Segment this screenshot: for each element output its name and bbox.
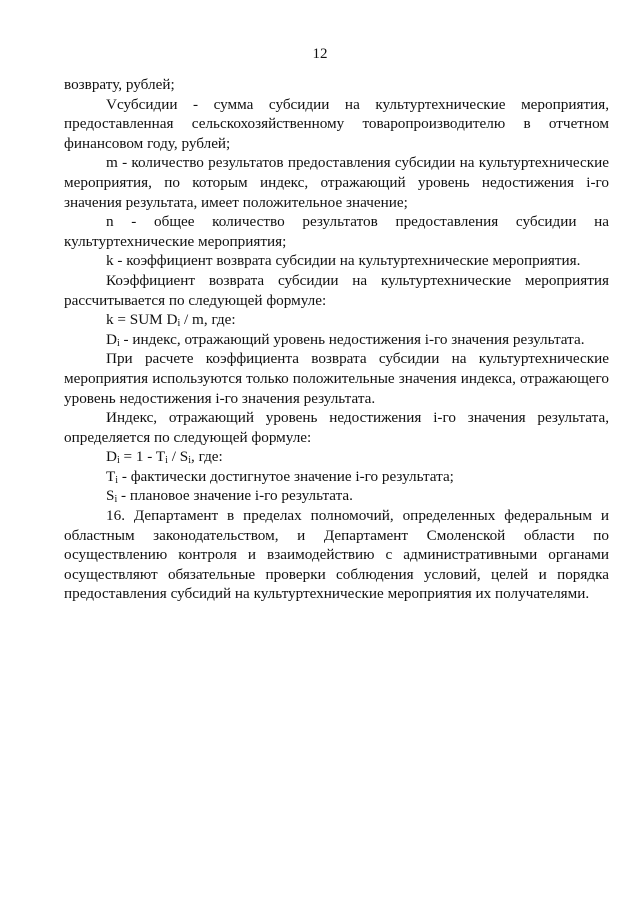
formula-text: / S xyxy=(167,448,189,466)
formula-subscript: i xyxy=(188,455,191,467)
formula-text: / m, где: xyxy=(180,311,236,329)
paragraph-text: - плановое значение i-го результата. xyxy=(117,487,353,505)
paragraph: При расчете коэффициента возврата субсидии на культуртехнические мероприятия используются только положительные значения индекса, отражающего уровень недостижения i-го значения результата. xyxy=(64,350,609,407)
symbol: T xyxy=(106,467,116,485)
paragraph: n - общее количество результатов предоставления субсидии на культуртехнические мероприятия; xyxy=(64,213,609,250)
formula-k xyxy=(64,310,609,330)
formula-subscript: i xyxy=(165,455,168,467)
paragraph: возврату, рублей; xyxy=(64,76,175,93)
page-number: 12 xyxy=(312,46,328,62)
paragraph: 16. Департамент в пределах полномочий, определенных федеральным и областным законодательством, и Департамент Смоленской области по осуществлению контроля и взаимодействию с административными органами осуществляют обязательные проверки соблюдения условий, целей и порядка предоставления субсидий на культуртехнические мероприятия их получателями. xyxy=(64,507,609,603)
paragraph-text: - фактически достигнутое значение i-го результата; xyxy=(118,467,454,485)
formula-text: D xyxy=(106,448,117,466)
symbol-subscript: i xyxy=(116,337,120,349)
paragraph xyxy=(64,467,609,487)
formula-text: = 1 - T xyxy=(119,448,166,466)
paragraph: Индекс, отражающий уровень недостижения i-го значения результата, определяется по следующей формуле: xyxy=(64,409,609,446)
symbol: S xyxy=(106,487,115,505)
formula-d xyxy=(64,447,609,467)
formula-subscript: i xyxy=(177,318,181,330)
paragraph xyxy=(64,330,609,350)
paragraph: k - коэффициент возврата субсидии на культуртехнические мероприятия. xyxy=(106,252,581,270)
paragraph: m - количество результатов предоставления субсидии на культуртехнические мероприятия, по которым индекс, отражающий уровень недостижения i-го значения результата, имеет положительное значение; xyxy=(64,154,609,211)
symbol-subscript: i xyxy=(114,494,118,506)
paragraph: Коэффициент возврата субсидии на культуртехнические мероприятия рассчитывается по следующей формуле: xyxy=(64,271,609,309)
symbol-subscript: i xyxy=(115,474,119,486)
paragraph xyxy=(64,486,609,506)
formula-subscript: i xyxy=(116,455,120,467)
paragraph-text: - индекс, отражающий уровень недостижения i-го значения результата. xyxy=(119,330,585,348)
symbol: D xyxy=(106,330,117,348)
paragraph: Vсубсидии - сумма субсидии на культуртехнические мероприятия, предоставленная сельскохозяйственному товаропроизводителю в отчетном финансовом году, рублей; xyxy=(64,95,609,152)
formula-text: k = SUM D xyxy=(106,311,178,329)
formula-text: , где: xyxy=(191,448,223,466)
document-body xyxy=(64,75,609,604)
